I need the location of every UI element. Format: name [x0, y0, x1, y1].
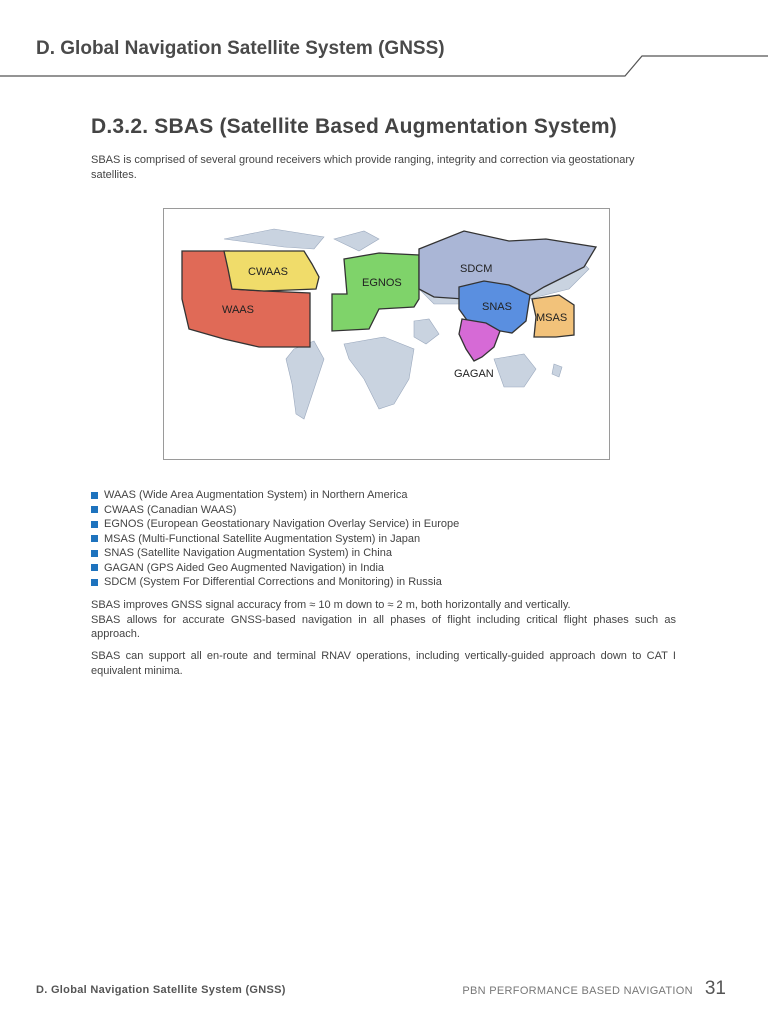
- section-heading: D.3.2. SBAS (Satellite Based Augmentation System): [91, 115, 617, 138]
- map-label-gagan: GAGAN: [454, 368, 494, 380]
- footer-brand: PBN PERFORMANCE BASED NAVIGATION: [462, 985, 693, 997]
- map-label-waas: WAAS: [222, 304, 254, 316]
- intro-paragraph: SBAS is comprised of several ground receivers which provide ranging, integrity and correction via geostationary satellites.: [91, 154, 635, 181]
- list-item: [91, 488, 691, 503]
- bullet-square-icon: [91, 535, 98, 542]
- page-header-title: D. Global Navigation Satellite System (GNSS): [36, 38, 445, 59]
- list-item: [91, 503, 691, 518]
- map-label-cwaas: CWAAS: [248, 266, 288, 278]
- list-item: [91, 561, 691, 576]
- list-item-text: GAGAN (GPS Aided Geo Augmented Navigation) in India: [104, 561, 385, 574]
- operations-paragraph: [91, 649, 676, 678]
- list-item-text: EGNOS (European Geostationary Navigation Overlay Service) in Europe: [104, 518, 460, 530]
- list-item-text: MSAS (Multi-Functional Satellite Augmentation System) in Japan: [104, 532, 421, 545]
- list-item-text: WAAS (Wide Area Augmentation System) in Northern America: [104, 489, 408, 501]
- bullet-square-icon: [91, 579, 98, 586]
- accuracy-paragraph: [91, 598, 676, 642]
- sbas-coverage-map: [163, 208, 610, 460]
- egnos-region: [332, 253, 419, 331]
- map-label-msas: MSAS: [536, 312, 568, 324]
- list-item-text: SDCM (System For Differential Corrections and Monitoring) in Russia: [104, 576, 442, 588]
- map-label-egnos: EGNOS: [362, 277, 402, 289]
- bullet-square-icon: [91, 521, 98, 528]
- sbas-systems-list: [91, 488, 691, 590]
- operations-text: SBAS can support all en-route and terminal RNAV operations, including vertically-guided approach down to CAT I equivalent minima.: [91, 650, 676, 677]
- bullet-square-icon: [91, 550, 98, 557]
- list-item: [91, 532, 691, 547]
- list-item: [91, 546, 691, 561]
- list-item-text: SNAS (Satellite Navigation Augmentation System) in China: [104, 547, 392, 559]
- footer-brand-area: [462, 978, 726, 1000]
- bullet-square-icon: [91, 564, 98, 571]
- accuracy-line: SBAS improves GNSS signal accuracy from ≈ 10 m down to ≈ 2 m, both horizontally and vertically.: [91, 599, 571, 611]
- map-label-sdcm: SDCM: [460, 263, 493, 275]
- footer-section-title: D. Global Navigation Satellite System (GNSS): [36, 984, 286, 996]
- world-map-illustration: [164, 209, 609, 459]
- list-item: [91, 575, 691, 590]
- bullet-square-icon: [91, 492, 98, 499]
- approach-line: SBAS allows for accurate GNSS-based navigation in all phases of flight including critical flight phases such as approach.: [91, 613, 676, 640]
- page-number: 31: [704, 978, 726, 999]
- list-item: [91, 517, 691, 532]
- header-rule: [0, 54, 768, 78]
- bullet-square-icon: [91, 506, 98, 513]
- map-label-snas: SNAS: [482, 301, 512, 313]
- list-item-text: CWAAS (Canadian WAAS): [104, 503, 237, 516]
